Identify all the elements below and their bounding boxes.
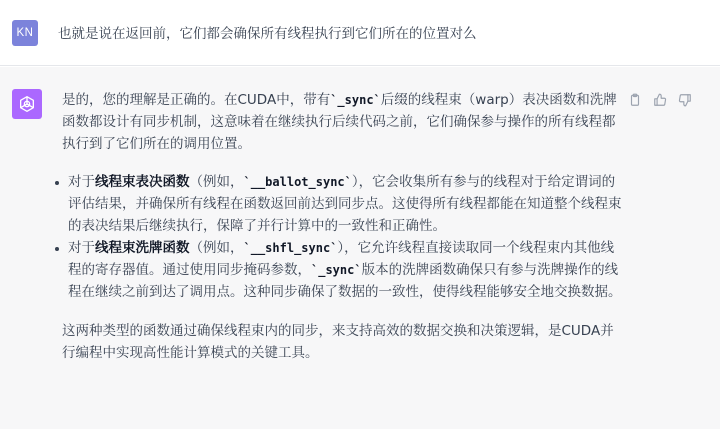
bullet-prefix: 对于 bbox=[68, 240, 95, 256]
bullet-list bbox=[62, 171, 622, 303]
list-item-shuffle bbox=[62, 237, 622, 303]
bullet-dot bbox=[55, 181, 59, 185]
user-avatar: KN bbox=[12, 20, 38, 46]
inline-code-sync-2: `_sync` bbox=[311, 263, 362, 277]
list-item-vote bbox=[62, 171, 622, 237]
message-actions bbox=[626, 91, 693, 108]
intro-text-1: 是的，您的理解是正确的。在CUDA中，带有 bbox=[62, 92, 331, 108]
user-message-text: 也就是说在返回前，它们都会确保所有线程执行到它们所在的位置对么 bbox=[58, 26, 477, 42]
bullet-rest: ），它允许线程直接读取同一个线程束内其他线程的寄存器值。通过使用同步掩码参数， bbox=[68, 240, 615, 278]
bullet-bold-term: 线程束洗牌函数 bbox=[95, 240, 190, 256]
copy-icon[interactable] bbox=[626, 91, 643, 108]
intro-text-2: 后缀的线程束（warp）表决函数和洗牌函数都设计有同步机制，这意味着在继续执行后续代码之前，它们确保参与操作的所有线程都执行到了它们所在的调用位置。 bbox=[62, 92, 617, 152]
inline-code-ballot: `__ballot_sync` bbox=[243, 175, 352, 189]
bullet-mid: （例如， bbox=[189, 174, 244, 190]
openai-logo-icon bbox=[17, 94, 37, 114]
bullet-dot bbox=[55, 247, 59, 251]
inline-code-sync: `_sync` bbox=[330, 93, 381, 107]
assistant-message-row bbox=[0, 67, 720, 429]
bullet-mid: （例如， bbox=[189, 240, 244, 256]
user-message-row bbox=[0, 0, 720, 66]
assistant-message-content bbox=[62, 89, 622, 380]
thumbs-up-icon[interactable] bbox=[651, 91, 668, 108]
bullet-rest: ），它会收集所有参与的线程对于给定谓词的评估结果，并确保所有线程在函数返回前达到同步点。这使得所有线程都能在知道整个线程束的表决结果后继续执行，保障了并行计算中的一致性和正确性。 bbox=[68, 174, 622, 234]
assistant-avatar bbox=[12, 89, 42, 119]
bullet-prefix: 对于 bbox=[68, 174, 95, 190]
conclusion-paragraph: 这两种类型的函数通过确保线程束内的同步，来支持高效的数据交换和决策逻辑，是CUDA并行编程中实现高性能计算模式的关键工具。 bbox=[62, 323, 614, 361]
bullet-rest-2: 版本的洗牌函数确保只有参与洗牌操作的线程在继续之前到达了调用点。这种同步确保了数据的一致性，使得线程能够安全地交换数据。 bbox=[68, 262, 622, 300]
thumbs-down-icon[interactable] bbox=[676, 91, 693, 108]
intro-paragraph bbox=[62, 89, 622, 155]
inline-code-shfl: `__shfl_sync` bbox=[243, 241, 338, 255]
bullet-bold-term: 线程束表决函数 bbox=[95, 174, 190, 190]
